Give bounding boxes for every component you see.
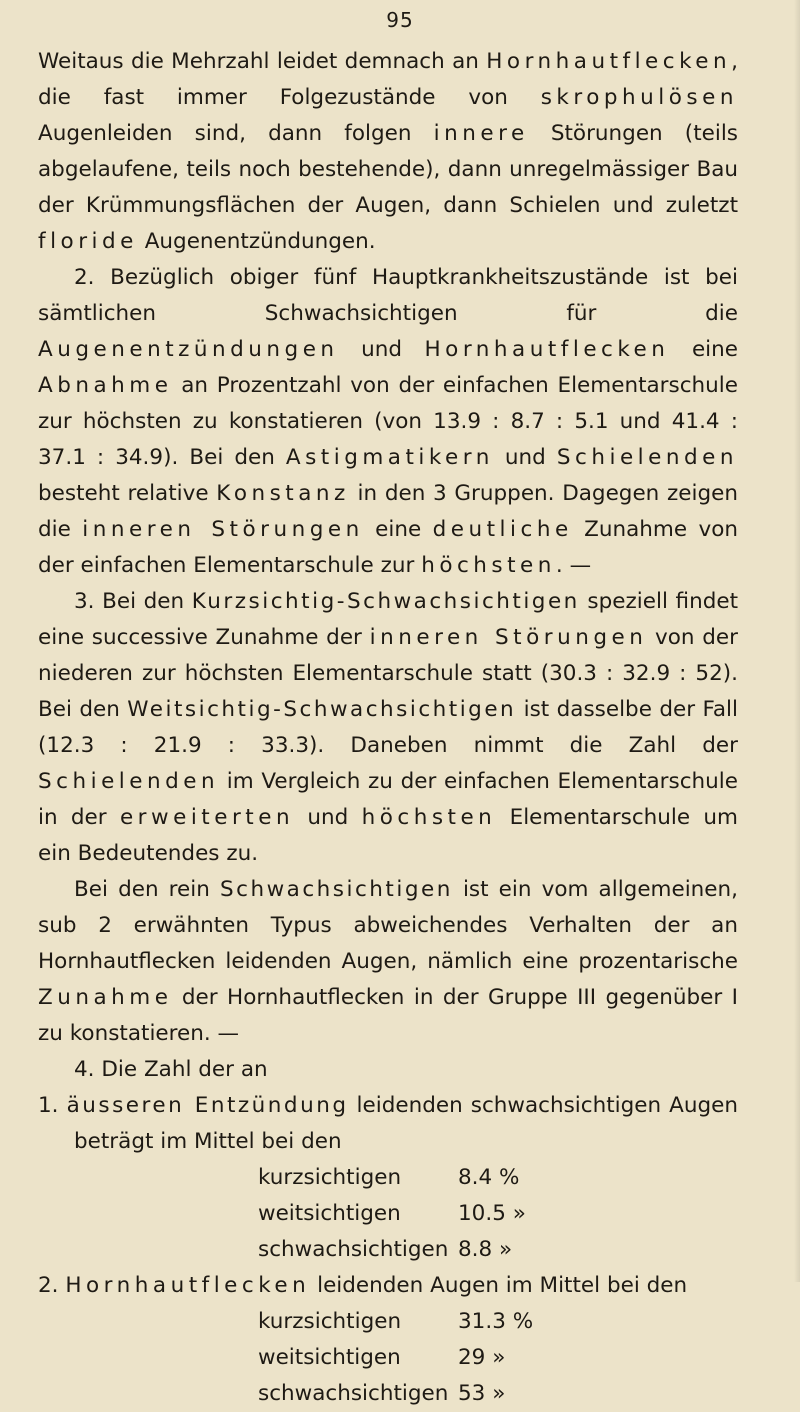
list-row: kurzsichtigen 8.4 % <box>258 1165 520 1190</box>
list-item-2: 2. Hornhautflecken leidenden Augen im Mittel bei den <box>38 1273 688 1298</box>
list-row: weitsichtigen 10.5 » <box>258 1201 526 1226</box>
paragraph-4: Bei den rein Schwachsichtigen ist ein vom allgemeinen, sub 2 erwähnten Typus abweichendes Verhalten der an Hornhautflecken leidenden Augen, nämlich eine prozentarische Zunahme der Hornhautflecken in der Gruppe III gegenüber I zu konstatieren. — <box>38 877 738 1046</box>
page-text <box>38 44 738 1412</box>
list-item-1: 1. äusseren Entzündung leidenden schwachsichtigen Augen beträgt im Mittel bei den <box>38 1093 738 1154</box>
statistics-list <box>38 1088 738 1412</box>
paragraph-5: 4. Die Zahl der an <box>74 1057 268 1082</box>
list-row: weitsichtigen 29 » <box>258 1345 506 1370</box>
paragraph-3: 3. Bei den Kurzsichtig-Schwachsichtigen speziell findet eine successive Zunahme der inneren Störungen von der niederen zur höchsten Elementarschule statt (30.3 : 32.9 : 52). Bei den Weitsichtig-Schwachsichtigen ist dasselbe der Fall (12.3 : 21.9 : 33.3). Daneben nimmt die Zahl der Schielenden im Vergleich zu der einfachen Elementarschule in der erweiterten und höchsten Elementarschule um ein Bedeutendes zu. <box>38 589 738 866</box>
page-edge-shadow <box>794 0 800 1282</box>
paragraph-2: 2. Bezüglich obiger fünf Hauptkrankheitszustände ist bei sämtlichen Schwachsichtigen für die Augenentzündungen und Hornhautflecken eine Abnahme an Prozentzahl von der einfachen Elementarschule zur höchsten zu konstatieren (von 13.9 : 8.7 : 5.1 und 41.4 : 37.1 : 34.9). Bei den Astigmatikern und Schielenden besteht relative Konstanz in den 3 Gruppen. Dagegen zeigen die inneren Störungen eine deutliche Zunahme von der einfachen Elementarschule zur höchsten. — <box>38 265 738 578</box>
paragraph-1: Weitaus die Mehrzahl leidet demnach an Hornhautflecken, die fast immer Folgezustände von skrophulösen Augenleiden sind, dann folgen innere Störungen (teils abgelaufene, teils noch bestehende), dann unregelmässiger Bau der Krümmungsflächen der Augen, dann Schielen und zuletzt floride Augenentzündungen. <box>38 49 739 254</box>
list-row: schwachsichtigen 8.8 » <box>258 1237 513 1262</box>
list-row: kurzsichtigen 31.3 % <box>258 1309 534 1334</box>
page-number: 95 <box>386 8 414 32</box>
list-row: schwachsichtigen 53 » <box>258 1381 506 1406</box>
